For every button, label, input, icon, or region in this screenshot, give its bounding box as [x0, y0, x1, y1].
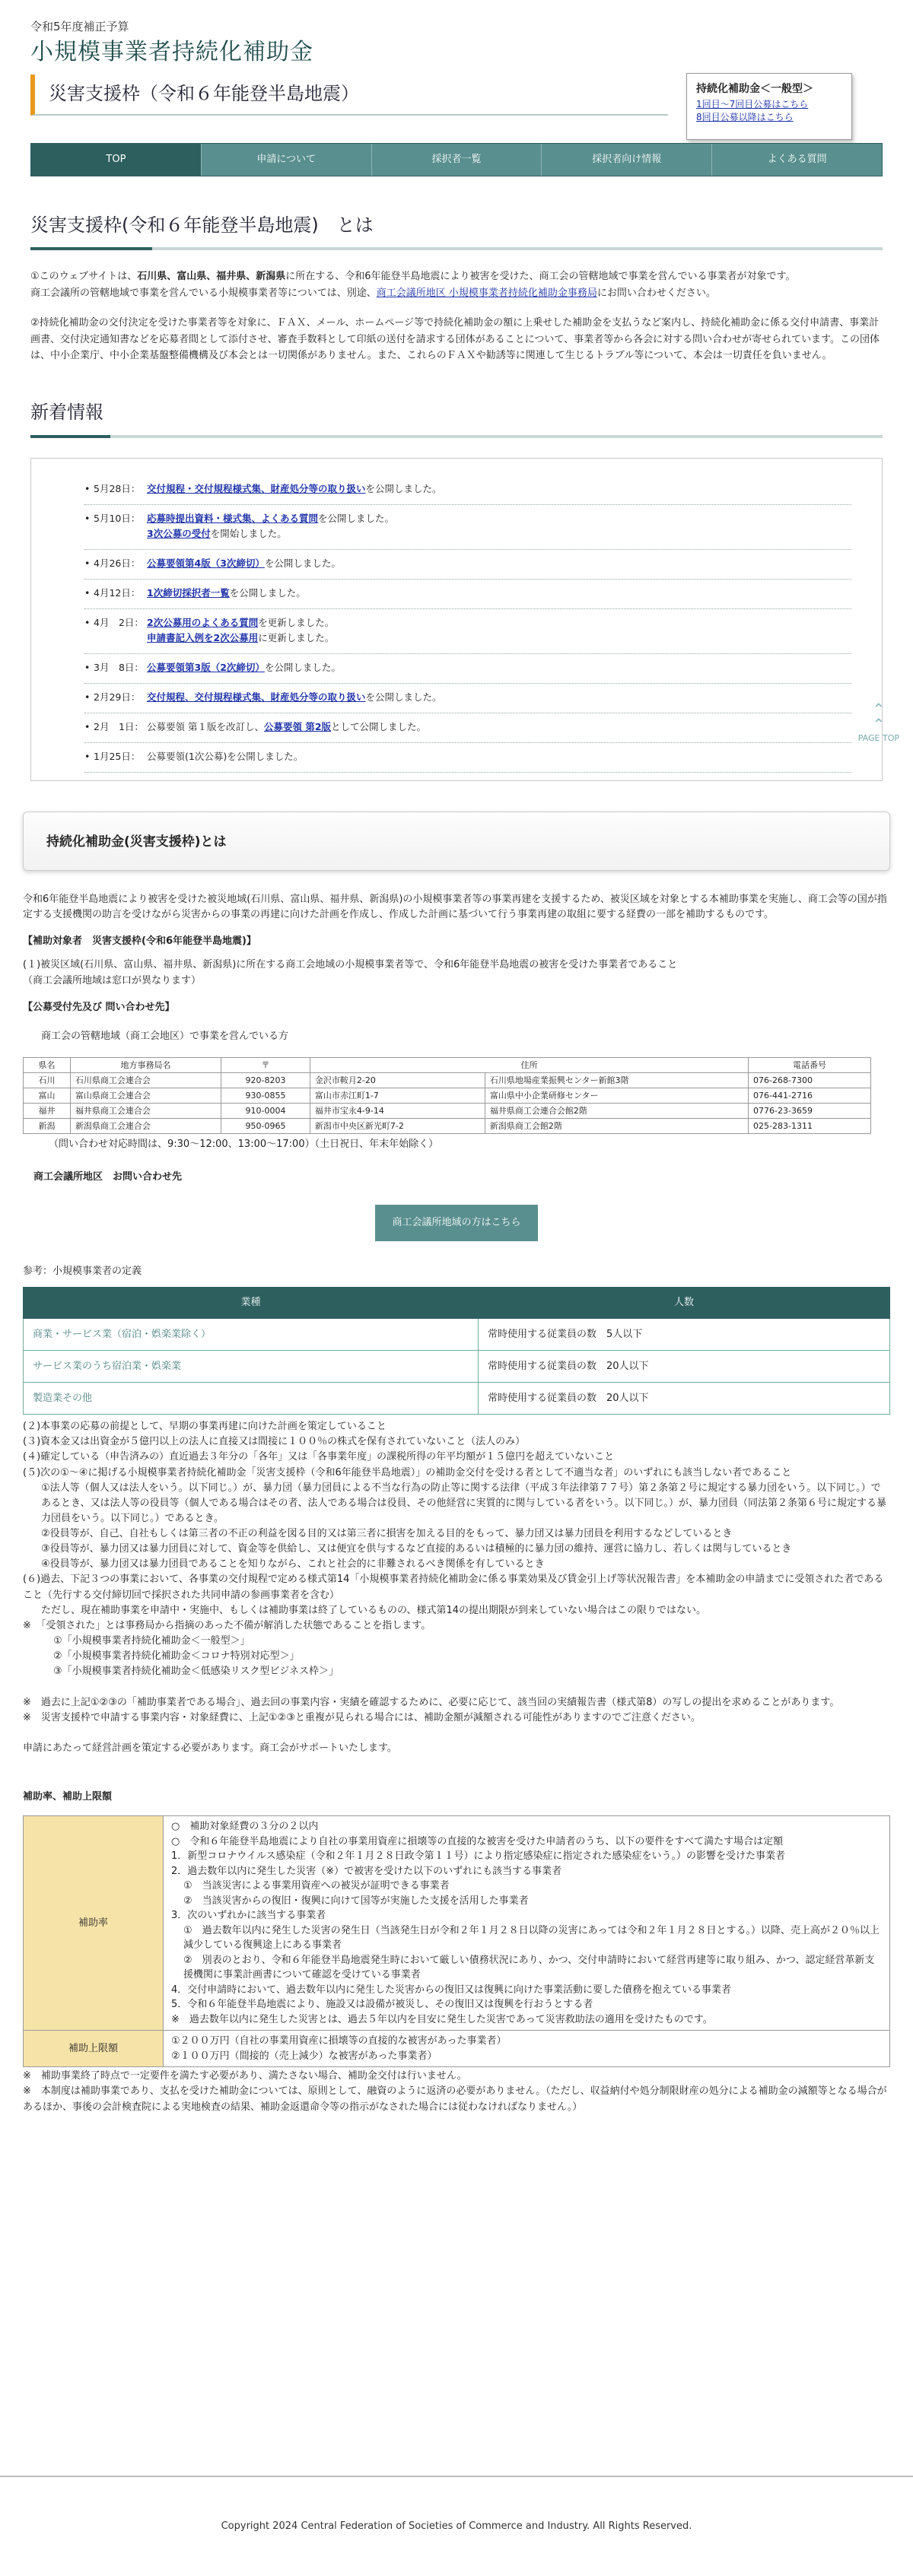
- later-rounds-link[interactable]: 8回目公募以降はこちら: [696, 112, 794, 123]
- target-1: (１)被災区域(石川県、富山県、福井県、新潟県)に所在する商工会地域の小規模事業者等で、令和6年能登半島地震の被害を受けた事業者であること: [23, 958, 678, 970]
- requirement-line: (２)本事業の応募の前提として、早期の事業再建に向けた計画を策定していること: [23, 1421, 387, 1433]
- office-cell: 950-0965: [221, 1119, 310, 1134]
- target-heading: 【補助対象者 災害支援枠(令和6年能登半島地震)】: [23, 935, 256, 948]
- definition-caption: 参考：小規模事業者の定義: [23, 1265, 142, 1277]
- news-rest: を更新しました。: [258, 616, 335, 628]
- office-cell: 新潟: [24, 1119, 71, 1134]
- requirement-line: ①法人等（個人又は法人をいう。以下同じ。）が、暴力団（暴力団員による不当な行為の防止等に関する法律（平成３年法律第７７号）第２条第２号に規定する暴力団をいう。以下同じ。）であるとき、又は法人等の役員等（個人である場合はその者、法人である場合は役員、その他経営に実質的に関与している者をいう。以下同じ。）が、暴力団員（同法第２条第６号に規定する暴力団員をいう。以下同じ。）であるとき。: [41, 1482, 886, 1524]
- rate-line: ○ 補助対象経費の３分の２以内: [171, 1821, 319, 1833]
- requirement-line: (３)資本金又は出資金が５億円以上の法人に直接又は間接に１００％の株式を保有されていないこと（法人のみ）: [23, 1436, 526, 1448]
- about-text: [30, 268, 883, 364]
- general-type-title: 持続化補助金＜一般型＞: [696, 83, 813, 95]
- header: [0, 0, 913, 141]
- notice-1: [30, 268, 883, 301]
- news-item: [84, 743, 851, 773]
- requirement-line: ただし、現在補助事業を申請中・実施中、もしくは補助事業は終了しているものの、様式第14の提出期限が到来していない場合はこの限りではない。: [41, 1604, 707, 1616]
- definition-row: [24, 1383, 890, 1415]
- requirement-line: ※ 「受領された」とは事務局から指摘のあった不備が解消した状態であることを指します。: [23, 1619, 431, 1631]
- news-text: [147, 556, 851, 571]
- news-date: 2月29日：: [94, 691, 141, 703]
- news-link[interactable]: 公募要領第3版（2次締切）: [147, 661, 265, 673]
- offices-header-cell: 住所: [310, 1058, 748, 1073]
- office-cell: 076-441-2716: [749, 1088, 871, 1104]
- rate-line: ② 別表のとおり、令和６年能登半島地震発生時において厳しい債務状況にあり、かつ、交付申請時において経営再建等に取り組み、かつ、認定経営革新支援機関に事業計画書について確認を受けている事業者: [183, 1954, 875, 1981]
- bullet-icon: •: [84, 586, 91, 599]
- bullet-icon: •: [84, 557, 91, 569]
- subsidy-note: ※ 本制度は補助事業であり、支払を受けた補助金については、原則として、融資のように返済の必要がありません。（ただし、収益納付や処分制限財産の処分による補助金の減額等となる場合があるほか、事後の会計検査院による実地検査の結果、補助金返還命令等の指示がなされた場合には従わなければなりません。）: [23, 2085, 887, 2113]
- news-item: [84, 713, 851, 743]
- subsidy-heading: 補助率、補助上限額: [23, 1791, 113, 1803]
- bullet-icon: •: [84, 720, 91, 732]
- rate-line: 2．過去数年以内に発生した災害（※）で被害を受けた以下のいずれにも該当する事業者: [171, 1865, 562, 1877]
- news-item: [84, 654, 851, 684]
- rate-line: ※ 過去数年以内に発生した災害とは、過去５年以内を目安に発生した災害であって災害救助法の適用を受けたものです。: [171, 2013, 713, 2025]
- target-prefectures: 石川県、富山県、福井県、新潟県: [137, 271, 286, 283]
- industry-cell: 商業・サービス業（宿泊・娯楽業除く）: [24, 1319, 479, 1351]
- office-cell: 富山: [24, 1088, 71, 1104]
- requirement-line: ①「小規模事業者持続化補助金＜一般型＞」: [53, 1635, 250, 1647]
- news-item: [84, 609, 851, 654]
- rate-line: 3．次のいずれかに該当する事業者: [171, 1910, 326, 1922]
- requirement-line: ※ 災害支援枠で申請する事業内容・対象経費に、上記①②③と重複が見られる場合には、補助金額が減額される可能性がありますのでご注意ください。: [23, 1711, 701, 1723]
- offices-header-cell: 地方事務局名: [70, 1058, 221, 1073]
- office-row: [24, 1119, 871, 1134]
- main-nav: [30, 143, 883, 176]
- contact-1: 商工会の管轄地域（商工会地区）で事業を営んでいる方: [41, 1031, 289, 1043]
- jizoku-body: [23, 892, 890, 1046]
- news-rest: を公開しました。: [365, 482, 442, 494]
- notice-1-a: ①このウェブサイトは、: [30, 271, 138, 283]
- news-date: 4月 2日：: [94, 616, 144, 628]
- requirement-line: ②「小規模事業者持続化補助金＜コロナ特別対応型＞」: [53, 1650, 300, 1663]
- news-date: 3月 8日：: [94, 661, 144, 673]
- news-rest: を公開しました。: [365, 691, 442, 703]
- news-date: 4月12日：: [94, 586, 141, 599]
- news-date: 2月 1日：: [94, 720, 144, 732]
- employee-limit-cell: 常時使用する従業員の数 20人以下: [479, 1383, 890, 1415]
- news-text: [147, 749, 851, 764]
- requirement-line: [23, 1679, 890, 1695]
- main-content: [0, 176, 913, 2115]
- definition-row: [24, 1319, 890, 1351]
- news-rest: として公開しました。: [331, 720, 427, 732]
- definition-table: [23, 1287, 890, 1415]
- site-title[interactable]: 小規模事業者持続化補助金: [30, 39, 313, 65]
- notice-1-e: にお問い合わせください。: [596, 287, 716, 299]
- news-pre: 公募要領(1次公募)を公開しました。: [147, 750, 304, 762]
- requirement-line: ※ 過去に上記①②③の「補助事業者である場合」、過去回の事業内容・実績を確認するために、必要に応じて、該当回の実績報告書（様式第8）の写しの提出を求めることがあります。: [23, 1696, 840, 1708]
- office-cell: 新潟市中央区新光町7-2: [310, 1119, 485, 1134]
- news-link[interactable]: 1次締切採択者一覧: [147, 586, 230, 599]
- cci-contact-heading: 商工会議所地区 お問い合わせ先: [33, 1170, 183, 1183]
- nav-adopted-info[interactable]: 採択者向け情報: [542, 144, 712, 176]
- limit-line: ②１００万円（間接的（売上減少）な被害があった事業者）: [171, 2050, 437, 2062]
- office-cell: 石川県商工会連合会: [70, 1073, 221, 1088]
- limit-label: 補助上限額: [24, 2031, 164, 2067]
- requirement-line: (６)過去、下記３つの事業において、各事業の交付規程で定める様式第14「小規模事業者持続化補助金に係る事業効果及び賃金引上げ等状況報告書」を本補助金の申請までに受領された者であること（先行する交付締切回で採択された共同申請の参画事業者を含む）: [23, 1574, 884, 1601]
- office-cell: 富山県商工会連合会: [70, 1088, 221, 1104]
- office-cell: 920-8203: [221, 1073, 310, 1088]
- news-text: [147, 690, 851, 705]
- rate-line: ○ 令和６年能登半島地震により自社の事業用資産に損壊等の直接的な被害を受けた申請者のうち、以下の要件をすべて満たす場合は定額: [171, 1835, 784, 1847]
- limit-cell: [164, 2031, 890, 2067]
- offices-header-cell: 県名: [24, 1058, 71, 1073]
- news-rest-2: に更新しました。: [258, 631, 335, 643]
- jizoku-heading: 持続化補助金(災害支援枠)とは: [46, 834, 227, 850]
- contact-heading: 【公募受付先及び 問い合わせ先】: [23, 1001, 175, 1013]
- news-link-2[interactable]: 申請書記入例を2次公募用: [147, 631, 259, 643]
- nav-top[interactable]: TOP: [31, 144, 202, 176]
- news-date: 4月26日：: [94, 557, 141, 569]
- bullet-icon: •: [84, 750, 91, 762]
- definition-row: [24, 1351, 890, 1383]
- rate-line: ① 過去数年以内に発生した災害の発生日（当該発生日が令和２年１月２８日以降の災害にあっては令和２年１月２８日とする。）以降、売上高が２０％以上減少している復興途上にある事業者: [183, 1924, 880, 1952]
- page-top-label: PAGE TOP: [857, 733, 899, 743]
- subsidy-table: [23, 1815, 890, 2067]
- copyright: Copyright 2024 Central Federation of Societies of Commerce and Industry. All Rights Reserved.: [221, 2520, 692, 2532]
- bullet-icon: •: [84, 661, 91, 673]
- office-row: [24, 1104, 871, 1119]
- news-link[interactable]: 2次公募用のよくある質問: [147, 616, 259, 628]
- news-text: [147, 586, 851, 601]
- news-rest: を公開しました。: [264, 557, 341, 569]
- page-top-button[interactable]: [858, 701, 899, 745]
- page-subtitle: 災害支援枠（令和６年能登半島地震）: [30, 75, 668, 116]
- news-date: 1月25日：: [94, 750, 141, 762]
- office-cell: 930-0855: [221, 1088, 310, 1104]
- requirement-line: (５)次の①〜④に掲げる小規模事業者持続化補助金「災害支援枠（令和6年能登半島地震）」の補助金交付を受ける者として不適当な者」のいずれにも該当しない者であること: [23, 1466, 792, 1479]
- news-rest: を公開しました。: [229, 586, 306, 599]
- office-cell: 025-283-1311: [749, 1119, 871, 1134]
- news-link[interactable]: 公募要領第4版（3次締切）: [147, 557, 265, 569]
- offices-header-row: [24, 1058, 871, 1073]
- requirement-line: (４)確定している（申告済みの）直近過去３年分の「各年」又は「各事業年度」の課税所得の年平均額が１５億円を超えていないこと: [23, 1451, 615, 1463]
- bullet-icon: •: [84, 482, 91, 494]
- jizoku-desc: 令和6年能登半島地震により被害を受けた被災地域(石川県、富山県、福井県、新潟県)の小規模事業者等の事業再建を支援するため、被災区域を対象とする本補助事業を実施し、商工会等の国が指定する支援機関の助言を受けながら災害からの事業の再建に向けた計画を作成し、作成した計画に基づいて行う事業再建の取組に要する経費の一部を補助するものです。: [23, 893, 887, 921]
- cci-office-link[interactable]: 商工会議所地区 小規模事業者持続化補助金事務局: [376, 287, 597, 299]
- news-heading: 新着情報: [30, 399, 883, 437]
- requirement-line: [23, 1726, 890, 1741]
- office-cell: 金沢市鞍月2-20: [310, 1073, 485, 1088]
- office-cell: 福井市宝永4-9-14: [310, 1104, 485, 1119]
- rate-label: 補助率: [24, 1816, 164, 2031]
- office-cell: 新潟県商工会館2階: [485, 1119, 748, 1134]
- employee-limit-cell: 常時使用する従業員の数 20人以下: [479, 1351, 890, 1383]
- office-row: [24, 1088, 871, 1104]
- bullet-icon: •: [84, 691, 91, 703]
- news-link[interactable]: 応募時提出資料・様式集、よくある質問: [147, 512, 319, 524]
- news-item: [84, 475, 851, 505]
- notice-1-c: に所在する、令和6年能登半島地震により被害を受けた、商工会の管轄地域で事業を営んでいる事業者が対象です。: [285, 271, 796, 283]
- nav-application[interactable]: 申請について: [202, 144, 372, 176]
- news-text: [147, 660, 851, 675]
- office-cell: 福井県商工会連合会: [70, 1104, 221, 1119]
- definition-header-row: [24, 1287, 890, 1318]
- requirement-line: 申請にあたって経営計画を策定する必要があります。商工会がサポートいたします。: [23, 1742, 397, 1755]
- requirement-line: ③役員等が、暴力団又は暴力団員に対して、資金等を供給し、又は便宜を供与するなど直接的あるいは積極的に暴力団の維持、運営に協力し、若しくは関与しているとき: [41, 1543, 792, 1555]
- office-cell: 福井県商工会連合会館2階: [485, 1104, 748, 1119]
- office-cell: 福井: [24, 1104, 71, 1119]
- news-link[interactable]: 交付規程・交付規程様式集、財産処分等の取り扱い: [147, 482, 366, 494]
- employee-limit-cell: 常時使用する従業員の数 5人以下: [479, 1319, 890, 1351]
- target-2: （商工会議所地域は窓口が異なります）: [23, 974, 202, 986]
- office-cell: 910-0004: [221, 1104, 310, 1119]
- jizoku-heading-box: [23, 812, 890, 871]
- past-rounds-link[interactable]: 1回目〜7回目公募はこちら: [696, 98, 809, 110]
- news-text: [147, 615, 851, 646]
- news-link-2[interactable]: 3次公募の受付: [147, 527, 211, 539]
- requirement-line: ③「小規模事業者持続化補助金＜低感染リスク型ビジネス枠＞」: [53, 1666, 339, 1678]
- general-type-box: [686, 73, 852, 140]
- news-item: [84, 550, 851, 580]
- news-item: [84, 684, 851, 713]
- news-text: [147, 511, 851, 542]
- notice-1-d: 商工会議所の管轄地域で事業を営んでいる小規模事業者等については、別途、: [30, 287, 377, 299]
- bullet-icon: •: [84, 616, 91, 628]
- definition-section: [23, 1264, 890, 2115]
- office-cell: 富山市赤江町1-7: [310, 1088, 485, 1104]
- office-hours: （問い合わせ対応時間は、9:30〜12:00、13:00〜17:00）（土日祝日、年末年始除く）: [49, 1139, 439, 1151]
- news-rest-2: を開始しました。: [210, 527, 287, 539]
- requirements: [23, 1419, 890, 1756]
- definition-header-cell: 業種: [24, 1287, 479, 1318]
- office-cell: 076-268-7300: [749, 1073, 871, 1088]
- about-heading: 災害支援枠(令和６年能登半島地震) とは: [30, 211, 883, 250]
- office-cell: 新潟県商工会連合会: [70, 1119, 221, 1134]
- news-text: [147, 481, 851, 497]
- office-cell: 石川県地場産業振興センター新館3階: [485, 1073, 748, 1088]
- limit-line: ①２００万円（自社の事業用資産に損壊等の直接的な被害があった事業者）: [171, 2035, 507, 2047]
- office-cell: 富山県中小企業研修センター: [485, 1088, 748, 1104]
- rate-line: ① 当該災害による事業用資産への被災が証明できる事業者: [183, 1880, 450, 1892]
- subsidy-notes: [23, 2069, 890, 2114]
- subsidy-note: ※ 補助事業終了時点で一定要件を満たす必要があり、満たさない場合、補助金交付は行いません。: [23, 2070, 467, 2082]
- news-date: 5月28日：: [94, 482, 141, 494]
- industry-cell: サービス業のうち宿泊業・娯楽業: [24, 1351, 479, 1383]
- news-item: [84, 505, 851, 550]
- rate-line: 1．新型コロナウイルス感染症（令和２年１月２８日政令第１１号）により指定感染症に指定された感染症をいう。）の影響を受けた事業者: [171, 1850, 785, 1863]
- news-link[interactable]: 公募要領 第2版: [263, 720, 332, 732]
- industry-cell: 製造業その他: [24, 1383, 479, 1415]
- requirement-line: ②役員等が、自己、自社もしくは第三者の不正の利益を図る目的又は第三者に損害を加える目的をもって、暴力団又は暴力団員を利用するなどしているとき: [41, 1528, 733, 1540]
- footer: [0, 2476, 913, 2574]
- rate-cell: [164, 1816, 890, 2031]
- offices-header-cell: 電話番号: [749, 1058, 871, 1073]
- offices-header-cell: 〒: [221, 1058, 310, 1073]
- rate-line: 5．令和６年能登半島地震により、施設又は設備が被災し、その復旧又は復興を行おうとする者: [171, 1999, 593, 2011]
- news-date: 5月10日：: [94, 512, 141, 524]
- double-chevron-up-icon: ⌃ ⌃: [872, 700, 886, 733]
- definition-header-cell: 人数: [479, 1287, 890, 1318]
- nav-faq[interactable]: よくある質問: [712, 144, 882, 176]
- rate-line: 4．交付申請時において、過去数年以内に発生した災害からの復旧又は復興に向けた事業活動に要した債務を抱えている事業者: [171, 1984, 732, 1996]
- news-rest: を公開しました。: [318, 512, 395, 524]
- office-cell: 石川: [24, 1073, 71, 1088]
- news-rest: を公開しました。: [264, 661, 341, 673]
- cci-region-button[interactable]: 商工会議所地域の方はこちら: [375, 1205, 537, 1241]
- rate-line: ② 当該災害からの復旧・復興に向けて国等が実施した支援を活用した事業者: [183, 1895, 529, 1907]
- office-cell: 0776-23-3659: [749, 1104, 871, 1119]
- budget-label: 令和5年度補正予算: [30, 20, 129, 33]
- bullet-icon: •: [84, 512, 91, 524]
- news-pre: 公募要領 第１版を改訂し、: [147, 720, 264, 732]
- news-link[interactable]: 交付規程、交付規程様式集、財産処分等の取り扱い: [147, 691, 366, 703]
- news-list: [30, 458, 883, 781]
- offices-table: [23, 1057, 871, 1134]
- notice-2: ②持続化補助金の交付決定を受けた事業者等を対象に、ＦＡＸ、メール、ホームページ等で持続化補助金の額に上乗せした補助金を支払うなど案内し、持続化補助金に係る交付申請書、事業計画書、交付決定通知書などを応募者間として添付させ、審査手数料として印紙の送付を請求する団体があることについて、事業者等から各会に対する問い合わせが寄せられています。この団体は、中小企業庁、中小企業基盤整備機構及び本会とは一切関係がありません。また、これらのＦＡＸや勧誘等に関連して生じるトラブル等について、本会は一切責任を負いません。: [30, 317, 880, 361]
- requirement-line: ④役員等が、暴力団又は暴力団員であることを知りながら、これと社会的に非難されるべき関係を有しているとき: [41, 1558, 545, 1571]
- news-item: [84, 580, 851, 609]
- office-row: [24, 1073, 871, 1088]
- news-text: [147, 719, 851, 735]
- nav-adopted-list[interactable]: 採択者一覧: [372, 144, 542, 176]
